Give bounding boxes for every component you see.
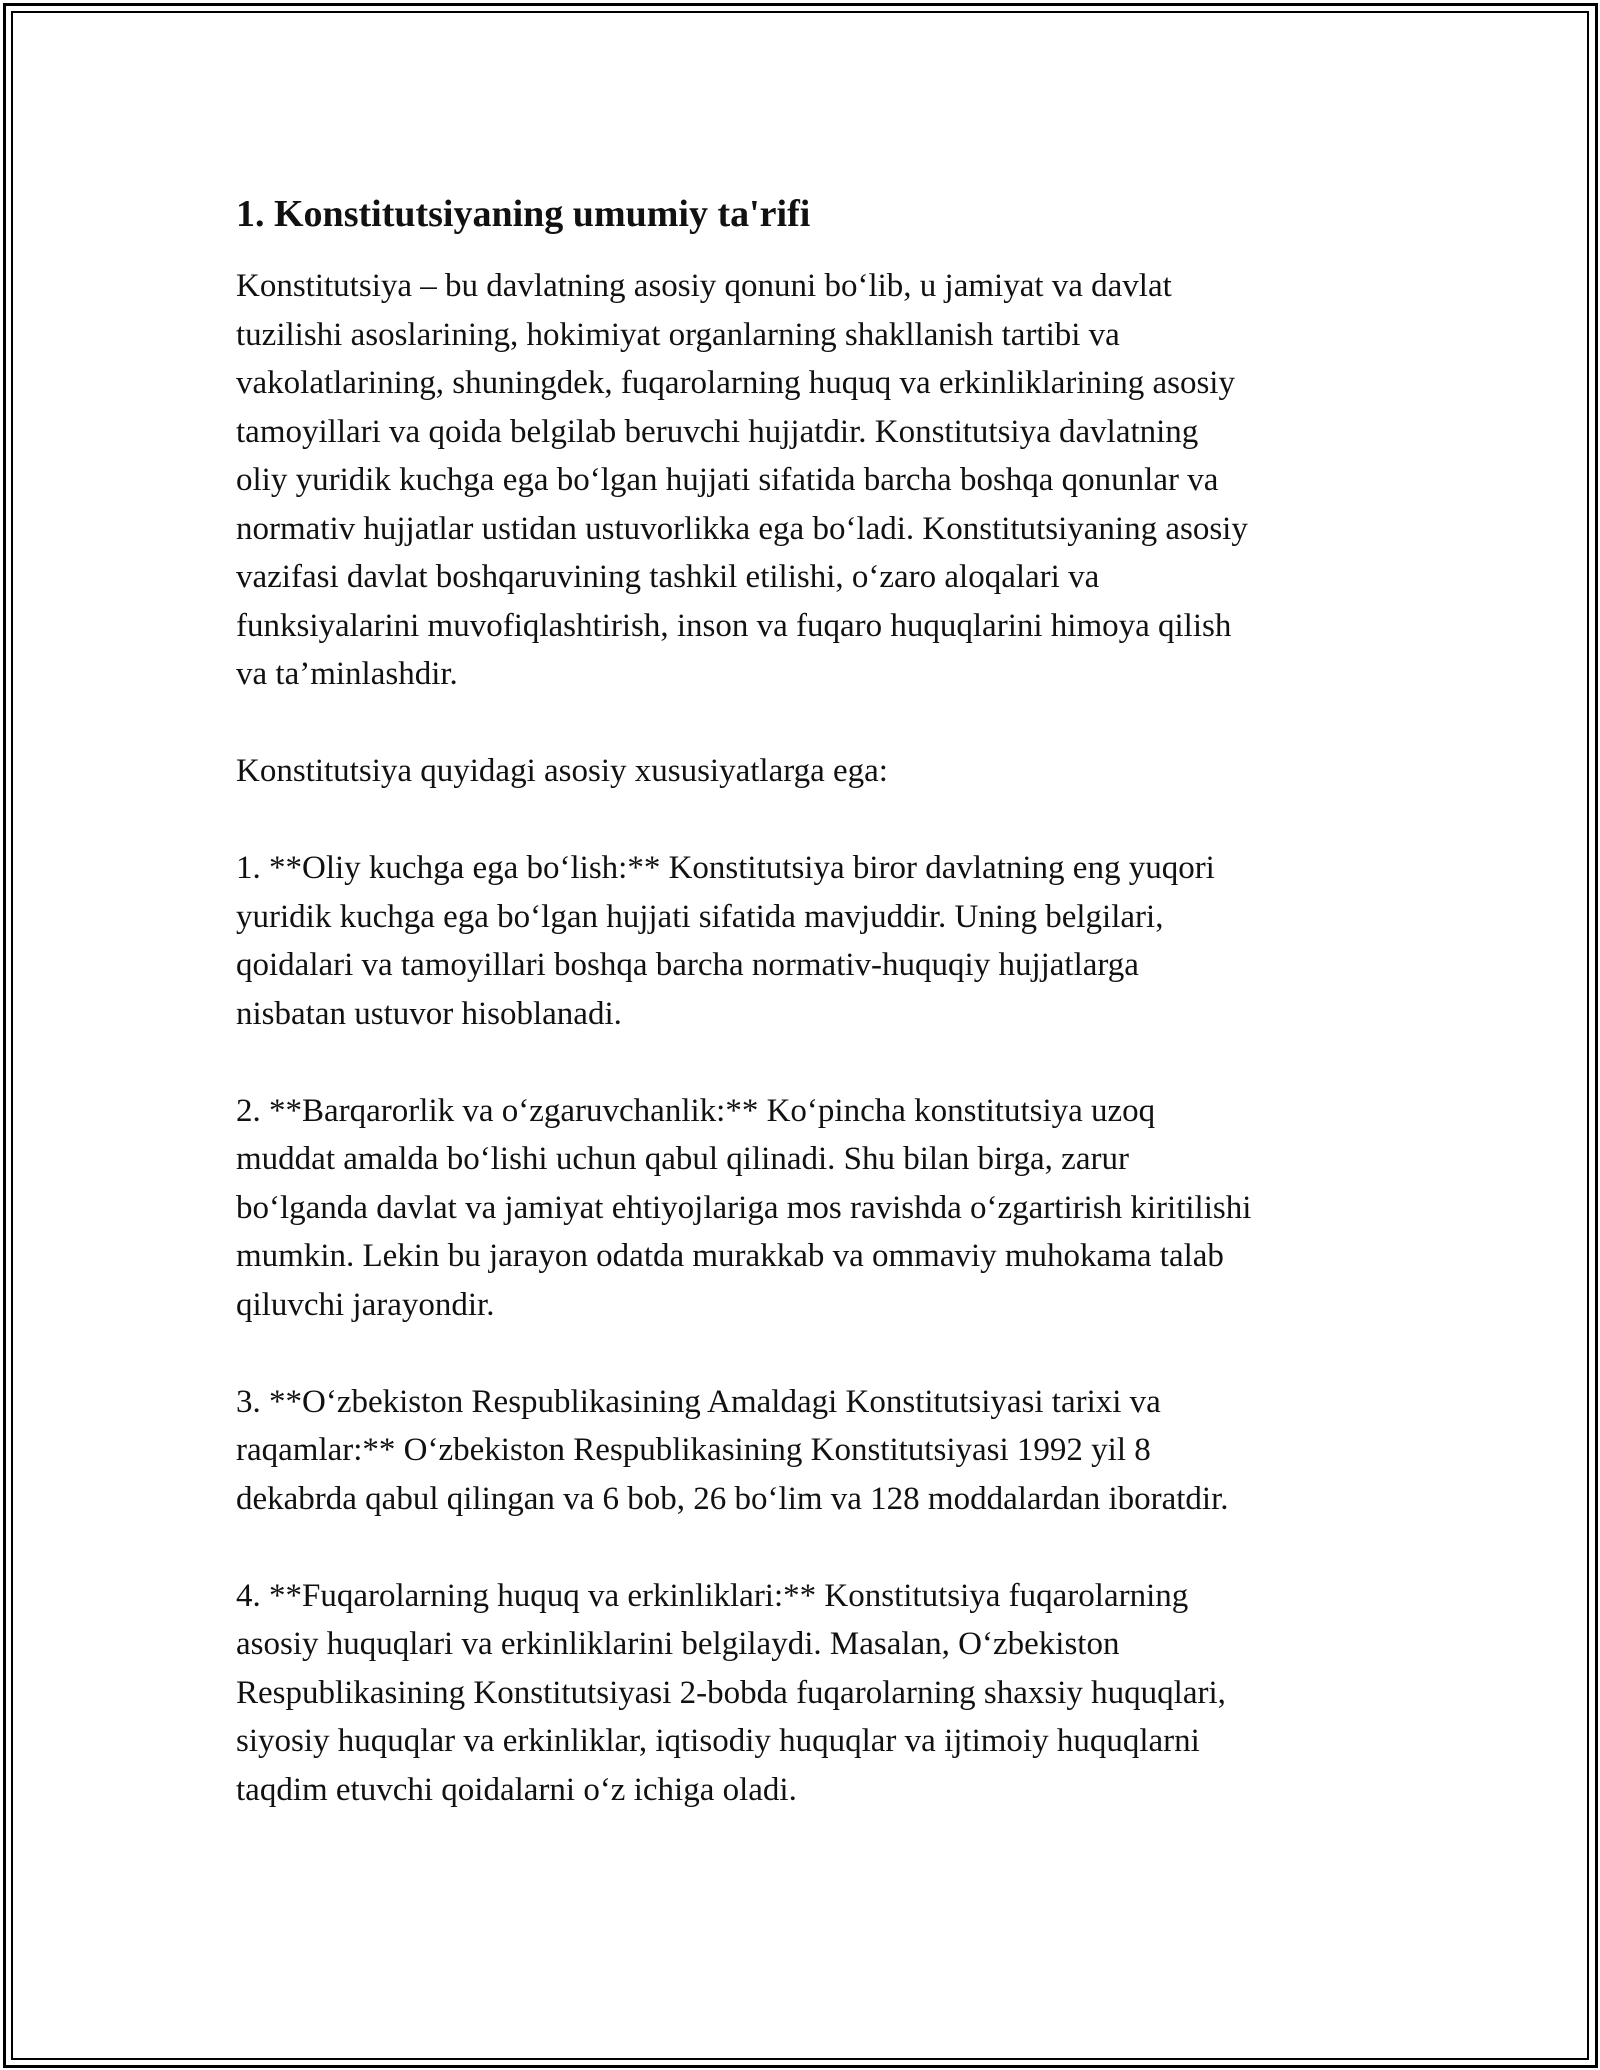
document-title: 1. Konstitutsiyaning umumiy ta'rifi — [236, 193, 811, 235]
paragraph-definition: Konstitutsiya – bu davlatning asosiy qonuni bo‘lib, u jamiyat va davlat tuzilishi asoslarining, hokimiyat organlarning shakllanish tartibi va vakolatlarining, shuningdek, fuqarolarning huquq va erkinliklarining asosiy tamoyillari va qoida belgilab beruvchi hujjatdir. Konstitutsiya davlatning oliy yuridik kuchga ega bo‘lgan hujjati sifatida barcha boshqa qonunlar va normativ hujjatlar ustidan ustuvorlikka ega bo‘ladi. Konstitutsiyaning asosiy vazifasi davlat boshqaruvining tashkil etilishi, o‘zaro aloqalari va funksiyalarini muvofiqlashtirish, inson va fuqaro huquqlarini himoya qilish va ta’minlashdir. — [236, 268, 1248, 692]
list-item-stability: 2. **Barqarorlik va o‘zgaruvchanlik:** Ko‘pincha konstitutsiya uzoq muddat amalda bo‘lishi uchun qabul qilinadi. Shu bilan birga, zarur bo‘lganda davlat va jamiyat ehtiyojlariga mos ravishda o‘zgartirish kiritilishi mumkin. Lekin bu jarayon odatda murakkab va ommaviy muhokama talab qiluvchi jarayondir. — [236, 1092, 1252, 1323]
document-page — [236, 190, 1371, 1814]
paragraph-gap — [236, 699, 1371, 748]
paragraph-gap — [236, 1523, 1371, 1572]
list-item-history: 3. **O‘zbekiston Respublikasining Amaldagi Konstitutsiyasi tarixi va raqamlar:** O‘zbekiston Respublikasining Konstitutsiyasi 1992 yil 8 dekabrda qabul qilingan va 6 bob, 26 bo‘lim va 128 moddalardan iboratdir. — [236, 1383, 1229, 1517]
list-item-citizen-rights: 4. **Fuqarolarning huquq va erkinliklari:** Konstitutsiya fuqarolarning asosiy huquqlari va erkinliklarini belgilaydi. Masalan, O‘zbekiston Respublikasining Konstitutsiyasi 2-bobda fuqarolarning shaxsiy huquqlari, siyosiy huquqlar va erkinliklar, iqtisodiy huquqlar va ijtimoiy huquqlarni taqdim etuvchi qoidalarni o‘z ichiga oladi. — [236, 1577, 1226, 1808]
list-item-supreme-force: 1. **Oliy kuchga ega bo‘lish:** Konstitutsiya biror davlatning eng yuqori yuridik kuchga ega bo‘lgan hujjati sifatida mavjuddir. Uning belgilari, qoidalari va tamoyillari boshqa barcha normativ-huquqiy hujjatlarga nisbatan ustuvor hisoblanadi. — [236, 850, 1215, 1032]
paragraph-gap — [236, 1038, 1371, 1087]
paragraph-features-intro: Konstitutsiya quyidagi asosiy xususiyatlarga ega: — [236, 753, 888, 789]
paragraph-gap — [236, 1329, 1371, 1378]
paragraph-gap — [236, 796, 1371, 845]
